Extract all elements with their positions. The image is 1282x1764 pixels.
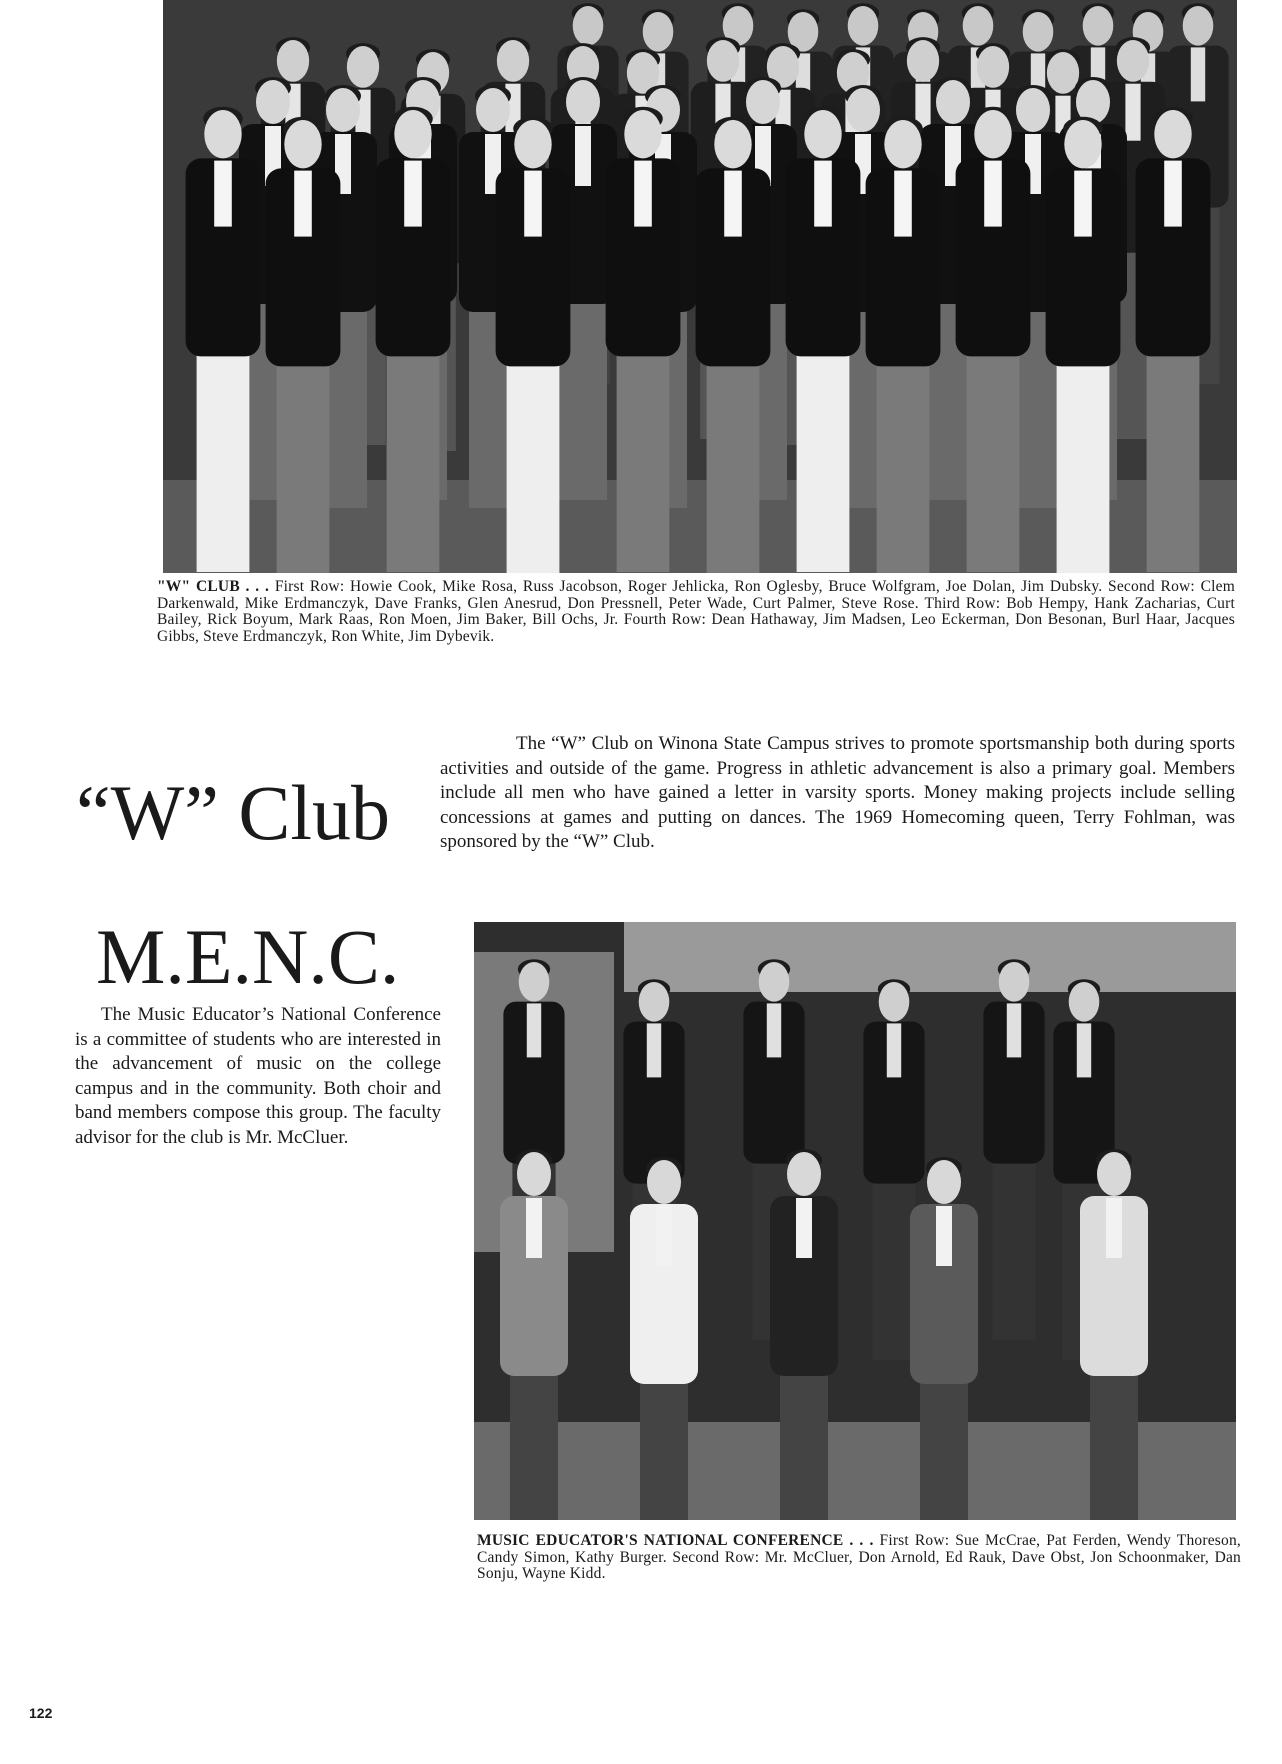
wclub-caption-lead: "W" CLUB . . . bbox=[157, 578, 270, 595]
menc-caption-lead: MUSIC EDUCATOR'S NATIONAL CONFERENCE . . . bbox=[477, 1532, 874, 1549]
wclub-caption-names: First Row: Howie Cook, Mike Rosa, Russ Jacobson, Roger Jehlicka, Ron Oglesby, Bruce Wolfgram, Joe Dolan, Jim Dubsky. Second Row: Clem Darkenwald, Mike Erdmanczyk, Dave Franks, Glen Anesrud, Don Pressnell, Peter Wade, Curt Palmer, Steve Rose. Third Row: Bob Hempy, Hank Zacharias, Curt Bailey, Rick Boyum, Mark Raas, Ron Moen, Jim Baker, Bill Ochs, Jr. Fourth Row: Dean Hathaway, Jim Madsen, Leo Eckerman, Don Besonan, Burl Haar, Jacques Gibbs, Steve Erdmanczyk, Ron White, Jim Dybevik. bbox=[157, 578, 1236, 645]
menc-photo-image bbox=[474, 922, 1236, 1520]
wclub-description: The “W” Club on Winona State Campus strives to promote sportsmanship both during sports activities and outside of the game. Progress in athletic advancement is also a primary goal. Members include all men who have gained a letter in varsity sports. Money making projects include selling concessions at games and putting on dances. The 1969 Homecoming queen, Terry Fohlman, was sponsored by the “W” Club. bbox=[440, 733, 1235, 852]
menc-photo-caption bbox=[477, 1533, 1241, 1583]
menc-group-photo bbox=[474, 922, 1236, 1520]
wclub-section-title: “W” Club bbox=[76, 769, 391, 856]
page-number: 122 bbox=[29, 1705, 53, 1721]
wclub-photo-image bbox=[163, 0, 1237, 573]
menc-description: The Music Educator’s National Conference is a committee of students who are interested in the advancement of music on the college campus and in the community. Both choir and band members compose this group. The faculty advisor for the club is Mr. McCluer. bbox=[75, 1004, 441, 1148]
menc-section-title: M.E.N.C. bbox=[96, 913, 400, 1000]
wclub-group-photo bbox=[163, 0, 1237, 573]
menc-caption-names: First Row: Sue McCrae, Pat Ferden, Wendy Thoreson, Candy Simon, Kathy Burger. Second Row: Mr. McCluer, Don Arnold, Ed Rauk, Dave Obst, Jon Schoonmaker, Dan Sonju, Wayne Kidd. bbox=[477, 1532, 1242, 1582]
wclub-photo-caption bbox=[157, 579, 1235, 645]
